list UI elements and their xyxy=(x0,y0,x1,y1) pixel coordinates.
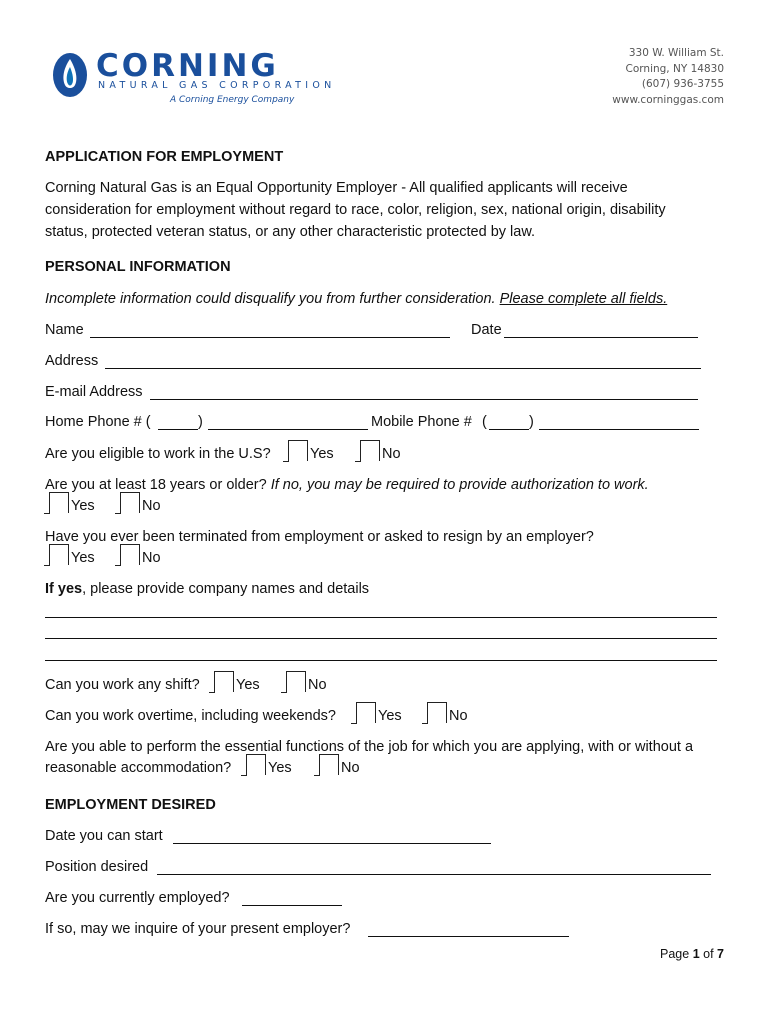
address-website[interactable]: www.corninggas.com xyxy=(612,93,724,106)
home-phone-field[interactable] xyxy=(208,429,368,430)
date-field[interactable] xyxy=(504,337,698,338)
page-total: 7 xyxy=(717,947,724,961)
details-line-1[interactable] xyxy=(45,617,717,618)
overtime-no-checkbox[interactable] xyxy=(427,702,447,723)
inquire-field[interactable] xyxy=(368,936,569,937)
complete-all-note: Please complete all fields. xyxy=(499,291,668,307)
address-phone: (607) 936-3755 xyxy=(641,78,724,90)
overtime-question: Can you work overtime, including weekends? xyxy=(45,708,336,724)
essential-no-label: No xyxy=(341,760,360,776)
essential-yes-label: Yes xyxy=(268,760,292,776)
age-no-checkbox[interactable] xyxy=(120,492,140,513)
essential-question-line-2: reasonable accommodation? xyxy=(45,760,232,776)
logo-subtitle: NATURAL GAS CORPORATION xyxy=(98,80,336,91)
address-street: 330 W. William St. xyxy=(628,47,724,59)
if-yes-bold: If yes xyxy=(45,581,83,597)
eligible-yes-checkbox[interactable] xyxy=(288,440,308,461)
email-label: E-mail Address xyxy=(45,384,143,400)
eeo-line-1: Corning Natural Gas is an Equal Opportunity Employer - All qualified applicants will receive xyxy=(45,180,628,196)
incomplete-note-text: Incomplete information could disqualify you from further consideration. xyxy=(45,291,496,307)
eeo-line-2: consideration for employment without regard to race, color, religion, sex, national origin, disability xyxy=(45,202,666,218)
eeo-line-3: status, protected veteran status, or any other characteristic protected by law. xyxy=(45,224,536,240)
currently-employed-field[interactable] xyxy=(242,905,342,906)
page-indicator xyxy=(660,945,724,963)
details-line-3[interactable] xyxy=(45,660,717,661)
terminated-no-label: No xyxy=(142,550,161,566)
logo-wordmark: CORNING xyxy=(96,48,279,84)
eligible-no-checkbox[interactable] xyxy=(360,440,380,461)
shift-question: Can you work any shift? xyxy=(45,677,200,693)
age-yes-label: Yes xyxy=(71,498,95,514)
shift-yes-checkbox[interactable] xyxy=(214,671,234,692)
eligible-question: Are you eligible to work in the U.S? xyxy=(45,446,271,462)
position-field[interactable] xyxy=(157,874,711,875)
mobile-phone-area-field[interactable] xyxy=(489,429,529,430)
terminated-yes-checkbox[interactable] xyxy=(49,544,69,565)
overtime-no-label: No xyxy=(449,708,468,724)
shift-yes-label: Yes xyxy=(236,677,260,693)
terminated-yes-label: Yes xyxy=(71,550,95,566)
home-phone-paren: ) xyxy=(198,414,203,430)
inquire-label: If so, may we inquire of your present employer? xyxy=(45,921,351,937)
essential-no-checkbox[interactable] xyxy=(319,754,339,775)
page-current: 1 xyxy=(692,947,700,961)
company-address xyxy=(612,46,724,108)
mobile-phone-open-paren: ( xyxy=(482,414,487,430)
address-city: Corning, NY 14830 xyxy=(625,62,724,75)
overtime-yes-checkbox[interactable] xyxy=(356,702,376,723)
overtime-yes-label: Yes xyxy=(378,708,402,724)
form-title: APPLICATION FOR EMPLOYMENT xyxy=(45,149,284,165)
mobile-phone-field[interactable] xyxy=(539,429,699,430)
start-date-field[interactable] xyxy=(173,843,491,844)
incomplete-note xyxy=(45,290,667,308)
eligible-no-label: No xyxy=(382,446,401,462)
age-note: If no, you may be required to provide authorization to work. xyxy=(270,477,649,493)
home-phone-area-field[interactable] xyxy=(158,429,198,430)
name-field[interactable] xyxy=(90,337,450,338)
email-field[interactable] xyxy=(150,399,698,400)
shift-no-checkbox[interactable] xyxy=(286,671,306,692)
section-heading-personal: PERSONAL INFORMATION xyxy=(45,259,231,275)
logo-tagline: A Corning Energy Company xyxy=(170,95,295,105)
section-heading-employment: EMPLOYMENT DESIRED xyxy=(45,797,216,813)
home-phone-label: Home Phone # ( xyxy=(45,414,151,430)
position-label: Position desired xyxy=(45,859,149,875)
company-logo xyxy=(52,48,372,110)
if-yes-text: , please provide company names and details xyxy=(82,581,370,597)
address-label: Address xyxy=(45,353,99,369)
essential-yes-checkbox[interactable] xyxy=(246,754,266,775)
shift-no-label: No xyxy=(308,677,327,693)
page-of: of xyxy=(703,947,714,961)
eligible-yes-label: Yes xyxy=(310,446,334,462)
currently-employed-label: Are you currently employed? xyxy=(45,890,230,906)
terminated-question: Have you ever been terminated from employment or asked to resign by an employer? xyxy=(45,529,594,545)
age-no-label: No xyxy=(142,498,161,514)
date-label: Date xyxy=(471,322,502,338)
age-yes-checkbox[interactable] xyxy=(49,492,69,513)
address-field[interactable] xyxy=(105,368,701,369)
start-date-label: Date you can start xyxy=(45,828,163,844)
flame-icon xyxy=(52,52,88,98)
mobile-phone-close-paren: ) xyxy=(529,414,534,430)
mobile-phone-label: Mobile Phone # xyxy=(371,414,472,430)
terminated-no-checkbox[interactable] xyxy=(120,544,140,565)
if-yes-prompt xyxy=(45,580,369,598)
name-label: Name xyxy=(45,322,84,338)
age-question: Are you at least 18 years or older? xyxy=(45,477,267,493)
details-line-2[interactable] xyxy=(45,638,717,639)
essential-question-line-1: Are you able to perform the essential functions of the job for which you are applying, with or without a xyxy=(45,739,694,755)
page-word: Page xyxy=(660,947,690,961)
